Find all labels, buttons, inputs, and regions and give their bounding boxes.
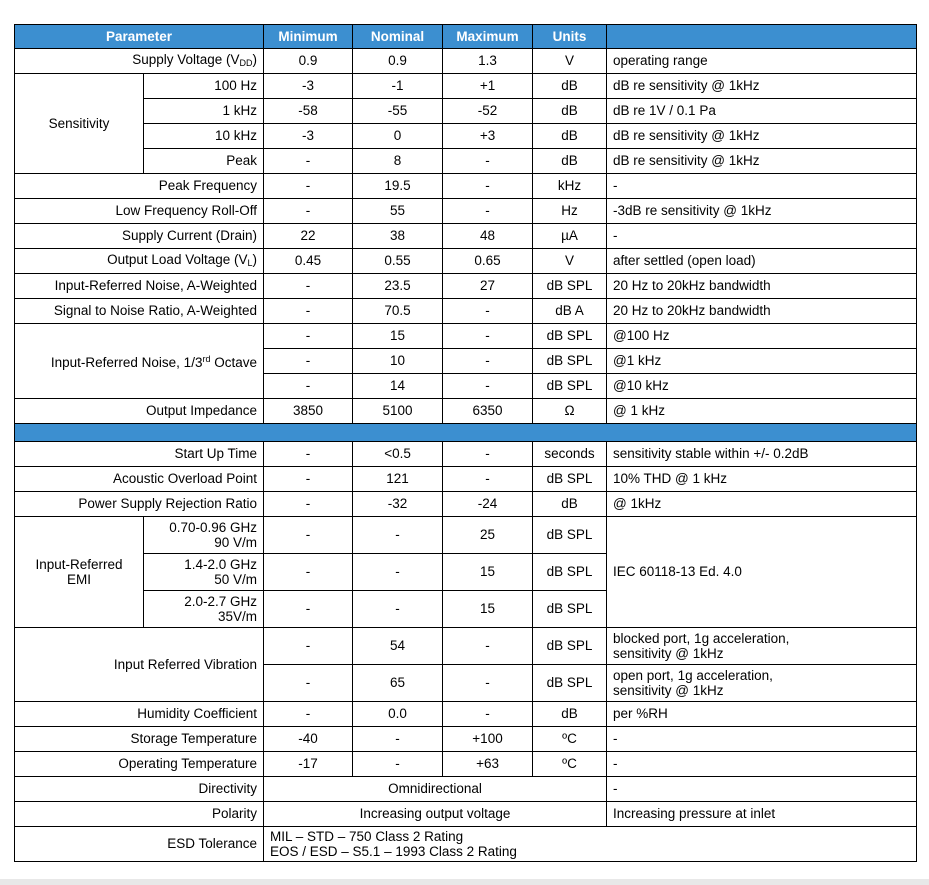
emi-band: 1.4-2.0 GHz 50 V/m <box>144 554 264 591</box>
table-row <box>15 199 917 224</box>
param-label: Start Up Time <box>15 442 264 467</box>
min-value: 0.9 <box>264 49 353 74</box>
max-value: 1.3 <box>443 49 533 74</box>
note-value: open port, 1g acceleration, sensitivity @ 1kHz <box>607 665 917 702</box>
note-value: @ 1kHz <box>607 492 917 517</box>
note-value: sensitivity stable within +/- 0.2dB <box>607 442 917 467</box>
nom-value: - <box>353 591 443 628</box>
unit-value: Ω <box>533 399 607 424</box>
unit-value: V <box>533 249 607 274</box>
merged-value: Omnidirectional <box>264 777 607 802</box>
min-value: - <box>264 492 353 517</box>
note-value: 10% THD @ 1 kHz <box>607 467 917 492</box>
table-row <box>15 827 917 862</box>
spec-table <box>14 24 917 862</box>
param-label: Humidity Coefficient <box>15 702 264 727</box>
nom-value: 23.5 <box>353 274 443 299</box>
max-value: - <box>443 149 533 174</box>
max-value: 0.65 <box>443 249 533 274</box>
note-value: dB re 1V / 0.1 Pa <box>607 99 917 124</box>
header-notes <box>607 25 917 49</box>
note-value: dB re sensitivity @ 1kHz <box>607 124 917 149</box>
nom-value: 121 <box>353 467 443 492</box>
nom-value: - <box>353 517 443 554</box>
table-row <box>15 517 917 554</box>
unit-value: dB <box>533 492 607 517</box>
min-value: - <box>264 628 353 665</box>
table-row <box>15 174 917 199</box>
min-value: - <box>264 149 353 174</box>
unit-value: dB SPL <box>533 324 607 349</box>
nom-value: 14 <box>353 374 443 399</box>
table-row <box>15 442 917 467</box>
min-value: -40 <box>264 727 353 752</box>
min-value: - <box>264 174 353 199</box>
param-label: Input-Referred Noise, 1/3rd Octave <box>15 324 264 399</box>
table-row <box>15 249 917 274</box>
max-value: +3 <box>443 124 533 149</box>
min-value: - <box>264 554 353 591</box>
nom-value: <0.5 <box>353 442 443 467</box>
max-value: 48 <box>443 224 533 249</box>
table-row <box>15 702 917 727</box>
unit-value: µA <box>533 224 607 249</box>
min-value: - <box>264 467 353 492</box>
param-label: Output Load Voltage $(V_L)$ <box>15 249 264 274</box>
param-label: Supply Voltage $(V_{DD})$ <box>15 49 264 74</box>
unit-value: dB SPL <box>533 554 607 591</box>
table-row <box>15 74 917 99</box>
unit-value: dB <box>533 74 607 99</box>
table-row <box>15 274 917 299</box>
param-label: Polarity <box>15 802 264 827</box>
max-value: - <box>443 467 533 492</box>
param-label: Storage Temperature <box>15 727 264 752</box>
nom-value: 38 <box>353 224 443 249</box>
min-value: - <box>264 349 353 374</box>
nom-value: 65 <box>353 665 443 702</box>
nom-value: - <box>353 752 443 777</box>
max-value: 15 <box>443 554 533 591</box>
note-value: @10 kHz <box>607 374 917 399</box>
table-row <box>15 628 917 665</box>
param-label: Operating Temperature <box>15 752 264 777</box>
table-row <box>15 399 917 424</box>
min-value: 0.45 <box>264 249 353 274</box>
header-units: Units <box>533 25 607 49</box>
note-value: @1 kHz <box>607 349 917 374</box>
table-row <box>15 727 917 752</box>
note-value: dB re sensitivity @ 1kHz <box>607 74 917 99</box>
param-label: Input-Referred Noise, A-Weighted <box>15 274 264 299</box>
unit-value: ºC <box>533 727 607 752</box>
sub-param-label: Peak <box>144 149 264 174</box>
min-value: -3 <box>264 124 353 149</box>
max-value: +1 <box>443 74 533 99</box>
unit-value: dB <box>533 702 607 727</box>
unit-value: kHz <box>533 174 607 199</box>
nom-value: 70.5 <box>353 299 443 324</box>
table-row <box>15 752 917 777</box>
emi-band: 0.70-0.96 GHz 90 V/m <box>144 517 264 554</box>
max-value: - <box>443 349 533 374</box>
note-value: blocked port, 1g acceleration, sensitivity @ 1kHz <box>607 628 917 665</box>
nom-value: 19.5 <box>353 174 443 199</box>
table-row <box>15 467 917 492</box>
table-row <box>15 802 917 827</box>
emi-label: Input-Referred EMI <box>15 517 144 628</box>
note-value: @100 Hz <box>607 324 917 349</box>
header-row <box>15 25 917 49</box>
table-row <box>15 124 917 149</box>
max-value: - <box>443 665 533 702</box>
min-value: -58 <box>264 99 353 124</box>
max-value: - <box>443 374 533 399</box>
nom-value: - <box>353 727 443 752</box>
nom-value: -32 <box>353 492 443 517</box>
min-value: - <box>264 199 353 224</box>
param-label: Signal to Noise Ratio, A-Weighted <box>15 299 264 324</box>
page-bottom-edge <box>0 879 929 885</box>
note-value: @ 1 kHz <box>607 399 917 424</box>
min-value: -3 <box>264 74 353 99</box>
min-value: - <box>264 442 353 467</box>
note-value: operating range <box>607 49 917 74</box>
table-row <box>15 324 917 349</box>
min-value: - <box>264 324 353 349</box>
min-value: - <box>264 702 353 727</box>
param-label: Output Impedance <box>15 399 264 424</box>
max-value: -52 <box>443 99 533 124</box>
section-separator-bar <box>15 424 917 442</box>
unit-value: dB SPL <box>533 591 607 628</box>
nom-value: 10 <box>353 349 443 374</box>
note-value: - <box>607 752 917 777</box>
unit-value: dB SPL <box>533 517 607 554</box>
param-label: Low Frequency Roll-Off <box>15 199 264 224</box>
note-value: 20 Hz to 20kHz bandwidth <box>607 274 917 299</box>
note-value: -3dB re sensitivity @ 1kHz <box>607 199 917 224</box>
sub-param-label: 1 kHz <box>144 99 264 124</box>
unit-value: dB <box>533 99 607 124</box>
unit-value: dB A <box>533 299 607 324</box>
nom-value: 0.9 <box>353 49 443 74</box>
table-row <box>15 777 917 802</box>
min-value: 3850 <box>264 399 353 424</box>
nom-value: 15 <box>353 324 443 349</box>
unit-value: dB SPL <box>533 274 607 299</box>
nom-value: -1 <box>353 74 443 99</box>
unit-value: dB <box>533 124 607 149</box>
unit-value: dB SPL <box>533 665 607 702</box>
unit-value: dB SPL <box>533 628 607 665</box>
param-label: ESD Tolerance <box>15 827 264 862</box>
nom-value: 0.55 <box>353 249 443 274</box>
nom-value: 0.0 <box>353 702 443 727</box>
note-value: - <box>607 777 917 802</box>
section-separator <box>15 424 917 442</box>
nom-value: 5100 <box>353 399 443 424</box>
esd-value: MIL – STD – 750 Class 2 Rating EOS / ESD – S5.1 – 1993 Class 2 Rating <box>264 827 917 862</box>
unit-value: dB SPL <box>533 349 607 374</box>
max-value: 25 <box>443 517 533 554</box>
max-value: - <box>443 324 533 349</box>
sub-param-label: 100 Hz <box>144 74 264 99</box>
max-value: 15 <box>443 591 533 628</box>
sub-param-label: 10 kHz <box>144 124 264 149</box>
nom-value: -55 <box>353 99 443 124</box>
spec-table-container <box>14 24 917 862</box>
table-row <box>15 149 917 174</box>
note-value: - <box>607 727 917 752</box>
max-value: - <box>443 628 533 665</box>
unit-value: dB <box>533 149 607 174</box>
max-value: 6350 <box>443 399 533 424</box>
nom-value: 0 <box>353 124 443 149</box>
nom-value: 55 <box>353 199 443 224</box>
min-value: - <box>264 591 353 628</box>
param-label: Input Referred Vibration <box>15 628 264 702</box>
min-value: - <box>264 299 353 324</box>
min-value: 22 <box>264 224 353 249</box>
min-value: - <box>264 517 353 554</box>
unit-value: seconds <box>533 442 607 467</box>
min-value: - <box>264 274 353 299</box>
table-row <box>15 492 917 517</box>
max-value: - <box>443 702 533 727</box>
merged-value: Increasing output voltage <box>264 802 607 827</box>
sensitivity-label: Sensitivity <box>15 74 144 174</box>
note-value: - <box>607 224 917 249</box>
nom-value: - <box>353 554 443 591</box>
unit-value: ºC <box>533 752 607 777</box>
min-value: - <box>264 665 353 702</box>
emi-band: 2.0-2.7 GHz 35V/m <box>144 591 264 628</box>
table-row <box>15 299 917 324</box>
header-nominal: Nominal <box>353 25 443 49</box>
note-value: IEC 60118-13 Ed. 4.0 <box>607 517 917 628</box>
min-value: - <box>264 374 353 399</box>
param-label: Acoustic Overload Point <box>15 467 264 492</box>
header-minimum: Minimum <box>264 25 353 49</box>
unit-value: Hz <box>533 199 607 224</box>
note-value: per %RH <box>607 702 917 727</box>
table-row <box>15 99 917 124</box>
max-value: -24 <box>443 492 533 517</box>
param-label: Power Supply Rejection Ratio <box>15 492 264 517</box>
max-value: 27 <box>443 274 533 299</box>
param-label: Supply Current (Drain) <box>15 224 264 249</box>
max-value: +100 <box>443 727 533 752</box>
min-value: -17 <box>264 752 353 777</box>
note-value: - <box>607 174 917 199</box>
max-value: +63 <box>443 752 533 777</box>
unit-value: V <box>533 49 607 74</box>
max-value: - <box>443 442 533 467</box>
header-parameter: Parameter <box>15 25 264 49</box>
max-value: - <box>443 299 533 324</box>
note-value: after settled (open load) <box>607 249 917 274</box>
note-value: 20 Hz to 20kHz bandwidth <box>607 299 917 324</box>
note-value: Increasing pressure at inlet <box>607 802 917 827</box>
header-maximum: Maximum <box>443 25 533 49</box>
unit-value: dB SPL <box>533 374 607 399</box>
table-row <box>15 224 917 249</box>
nom-value: 8 <box>353 149 443 174</box>
max-value: - <box>443 174 533 199</box>
param-label: Peak Frequency <box>15 174 264 199</box>
nom-value: 54 <box>353 628 443 665</box>
param-label: Directivity <box>15 777 264 802</box>
unit-value: dB SPL <box>533 467 607 492</box>
max-value: - <box>443 199 533 224</box>
note-value: dB re sensitivity @ 1kHz <box>607 149 917 174</box>
table-row <box>15 49 917 74</box>
